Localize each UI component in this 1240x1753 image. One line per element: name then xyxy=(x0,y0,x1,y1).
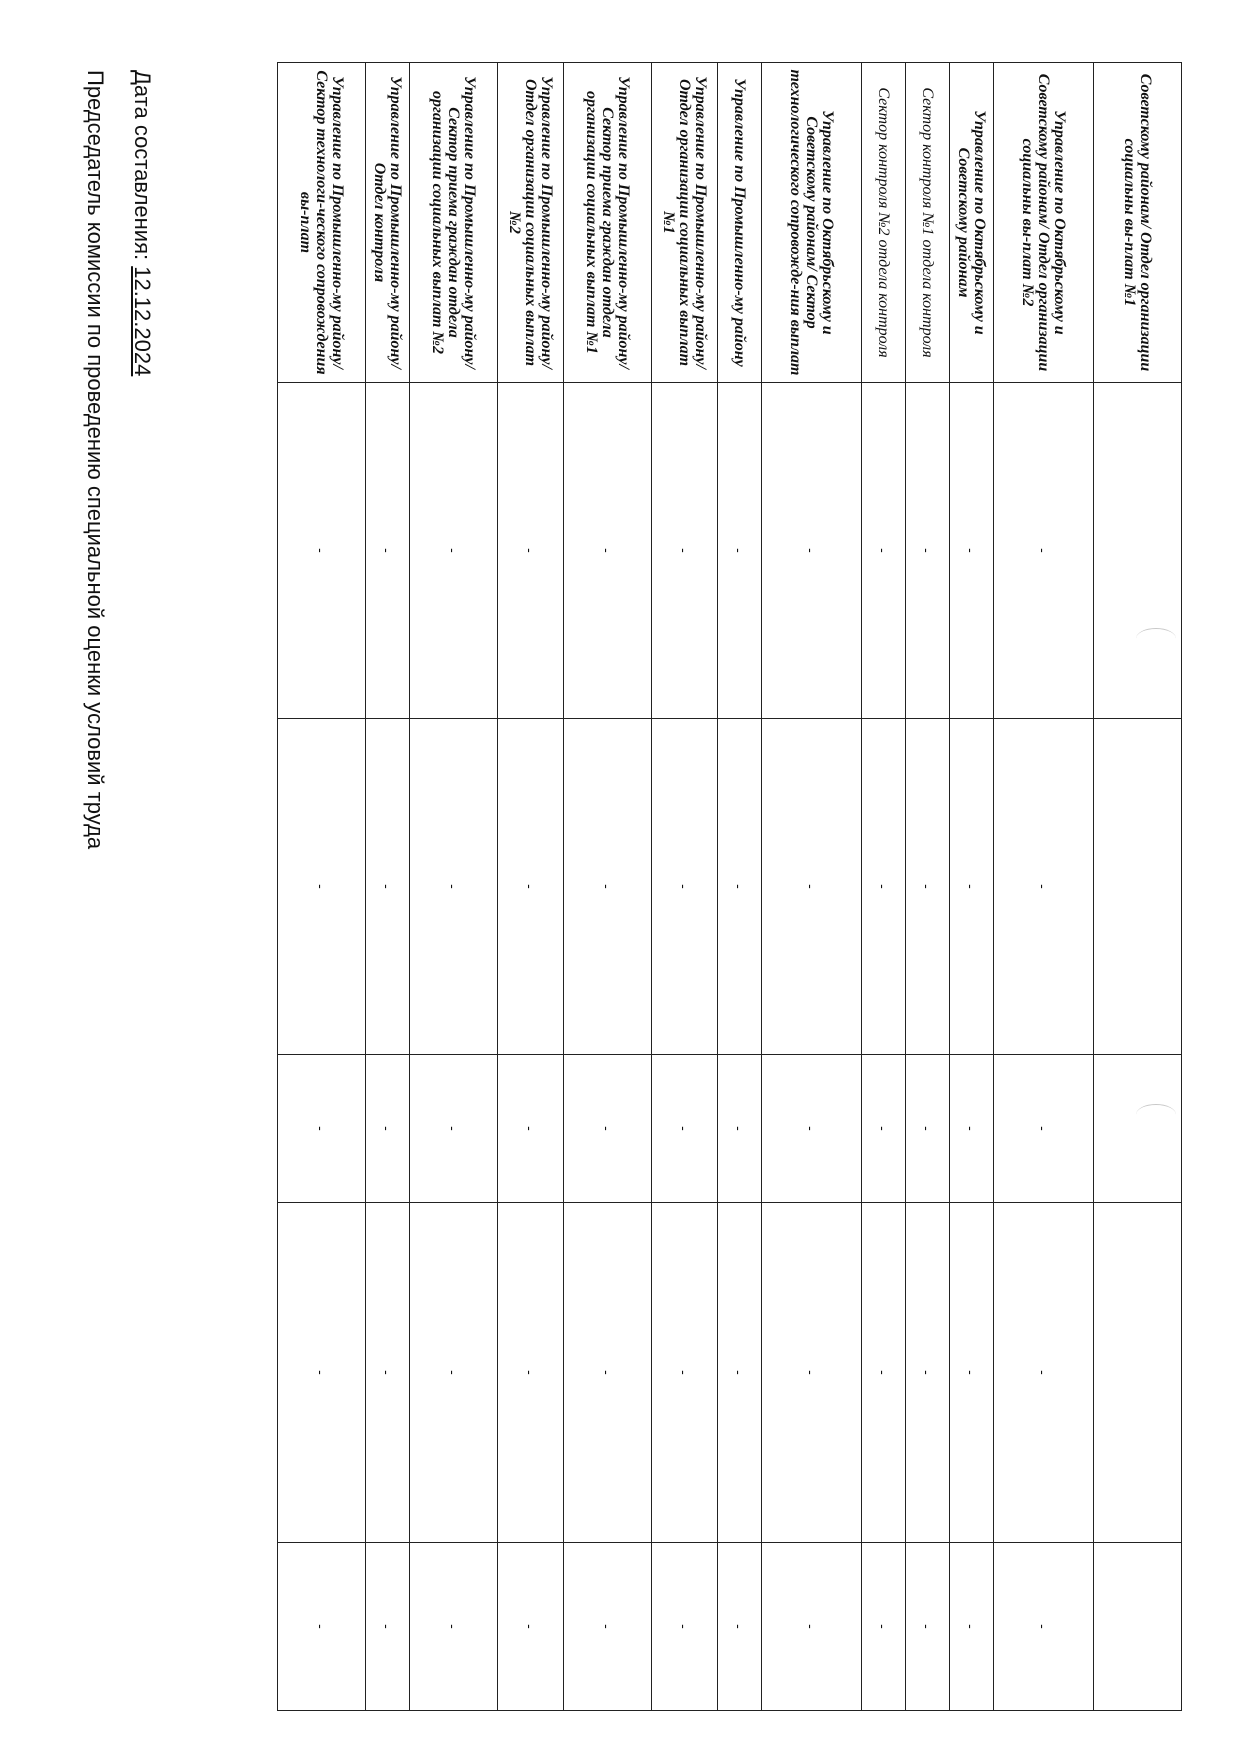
value-cell: - xyxy=(994,1055,1094,1203)
value-cell: - xyxy=(366,719,410,1055)
value-cell: - xyxy=(498,719,564,1055)
table-row xyxy=(994,63,1094,1711)
table-row xyxy=(862,63,906,1711)
value-cell: - xyxy=(652,383,718,719)
value-cell: - xyxy=(564,1055,652,1203)
value-cell: - xyxy=(278,1055,366,1203)
department-name-cell: Управление по Октябрьскому и Советскому районам/ Сектор технологического сопровожде-ния выплат xyxy=(762,63,862,383)
value-cell: - xyxy=(366,383,410,719)
value-cell xyxy=(1094,1055,1182,1203)
value-cell: - xyxy=(762,1543,862,1711)
table-row xyxy=(564,63,652,1711)
value-cell: - xyxy=(410,1055,498,1203)
value-cell: - xyxy=(652,1203,718,1543)
department-name-cell: Управление по Промышленно-му району/ Сектор технологи-ческого сопровождения вы-плат xyxy=(278,63,366,383)
table-row xyxy=(410,63,498,1711)
value-cell: - xyxy=(498,1203,564,1543)
value-cell: - xyxy=(366,1203,410,1543)
value-cell: - xyxy=(906,1203,950,1543)
value-cell: - xyxy=(762,383,862,719)
value-cell: - xyxy=(652,719,718,1055)
table-row xyxy=(1094,63,1182,1711)
value-cell: - xyxy=(498,383,564,719)
date-value: 12.12.2024 xyxy=(130,266,155,377)
department-name-cell: Управление по Октябрьскому и Советскому районам/ Отдел организации социальны вы-плат №2 xyxy=(994,63,1094,383)
value-cell xyxy=(1094,383,1182,719)
value-cell: - xyxy=(718,1203,762,1543)
value-cell: - xyxy=(862,719,906,1055)
commission-chair-label: Председатель комиссии по проведению специальной оценки условий труда xyxy=(83,70,108,850)
value-cell: - xyxy=(564,1203,652,1543)
table-row xyxy=(278,63,366,1711)
value-cell: - xyxy=(564,1543,652,1711)
department-name-cell: Сектор контроля №2 отдела контроля xyxy=(862,63,906,383)
table-row xyxy=(652,63,718,1711)
value-cell: - xyxy=(410,383,498,719)
value-cell: - xyxy=(366,1055,410,1203)
punch-hole-mark xyxy=(1136,628,1176,649)
value-cell: - xyxy=(762,1055,862,1203)
table-row xyxy=(718,63,762,1711)
value-cell: - xyxy=(410,1203,498,1543)
value-cell: - xyxy=(906,383,950,719)
value-cell: - xyxy=(862,383,906,719)
value-cell: - xyxy=(862,1543,906,1711)
department-name-cell: Советскому районам/ Отдел организации социальны вы-плат №1 xyxy=(1094,63,1182,383)
value-cell: - xyxy=(950,1055,994,1203)
value-cell: - xyxy=(718,1055,762,1203)
value-cell: - xyxy=(994,383,1094,719)
punch-hole-mark xyxy=(1136,1104,1176,1125)
department-name-cell: Управление по Промышленно-му району/ Отдел организации социальных выплат №1 xyxy=(652,63,718,383)
table-row xyxy=(906,63,950,1711)
value-cell: - xyxy=(564,383,652,719)
value-cell: - xyxy=(994,1203,1094,1543)
value-cell: - xyxy=(652,1055,718,1203)
value-cell: - xyxy=(994,1543,1094,1711)
value-cell: - xyxy=(762,719,862,1055)
value-cell: - xyxy=(718,719,762,1055)
department-name-cell: Управление по Промышленно-му району xyxy=(718,63,762,383)
department-name-cell: Сектор контроля №1 отдела контроля xyxy=(906,63,950,383)
value-cell xyxy=(1094,1203,1182,1543)
value-cell: - xyxy=(410,1543,498,1711)
value-cell: - xyxy=(564,719,652,1055)
value-cell: - xyxy=(762,1203,862,1543)
value-cell: - xyxy=(950,383,994,719)
value-cell: - xyxy=(862,1055,906,1203)
table-row xyxy=(950,63,994,1711)
value-cell: - xyxy=(718,383,762,719)
value-cell xyxy=(1094,719,1182,1055)
value-cell: - xyxy=(278,719,366,1055)
workplaces-table xyxy=(277,62,1182,1711)
value-cell: - xyxy=(862,1203,906,1543)
table-row xyxy=(762,63,862,1711)
value-cell: - xyxy=(366,1543,410,1711)
department-name-cell: Управление по Промышленно-му району/ Отдел организации социальных выплат №2 xyxy=(498,63,564,383)
value-cell: - xyxy=(410,719,498,1055)
department-name-cell: Управление по Промышленно-му району/ Отдел контроля xyxy=(366,63,410,383)
value-cell: - xyxy=(278,1543,366,1711)
table-row xyxy=(498,63,564,1711)
value-cell: - xyxy=(950,1543,994,1711)
compilation-date xyxy=(129,70,155,376)
value-cell: - xyxy=(278,1203,366,1543)
value-cell: - xyxy=(652,1543,718,1711)
value-cell xyxy=(1094,1543,1182,1711)
date-label: Дата составления: xyxy=(130,70,155,267)
department-name-cell: Управление по Промышленно-му району/ Сектор приема граждан отдела организации социальных выплат №1 xyxy=(564,63,652,383)
value-cell: - xyxy=(906,1055,950,1203)
value-cell: - xyxy=(278,383,366,719)
value-cell: - xyxy=(498,1543,564,1711)
value-cell: - xyxy=(498,1055,564,1203)
value-cell: - xyxy=(906,719,950,1055)
department-name-cell: Управление по Промышленно-му району/ Сектор приема граждан отдела организации социальных выплат №2 xyxy=(410,63,498,383)
department-name-cell: Управление по Октябрьскому и Советскому районам xyxy=(950,63,994,383)
value-cell: - xyxy=(718,1543,762,1711)
value-cell: - xyxy=(950,1203,994,1543)
value-cell: - xyxy=(950,719,994,1055)
value-cell: - xyxy=(906,1543,950,1711)
table-row xyxy=(366,63,410,1711)
value-cell: - xyxy=(994,719,1094,1055)
